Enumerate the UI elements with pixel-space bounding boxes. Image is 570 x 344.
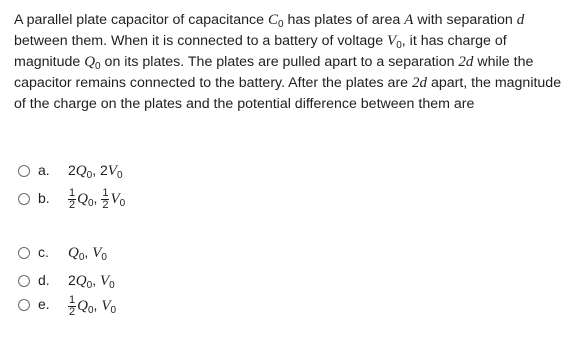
sub-0: 0 [396,40,402,51]
question-part: A parallel plate capacitor of capacitance [14,12,268,28]
question-part: with separation [413,12,517,28]
fraction [101,188,109,211]
option-value [68,244,107,262]
sub-0: 0 [119,198,126,210]
var-V: V [99,273,110,289]
separator: , [93,190,102,207]
option-b[interactable] [18,187,318,226]
var-Q: Q [84,54,96,70]
sub-0: 0 [87,305,94,317]
var-V: V [110,191,120,208]
question-part: apart, the magnitude of the charge on the plates and the potential difference between them are [14,75,562,112]
fraction-denominator: 2 [69,306,76,318]
var-Q: Q [75,163,87,179]
question-part: has plates of area [283,12,405,28]
var-V: V [92,245,102,261]
separator: , [92,272,100,288]
fraction-denominator: 2 [102,199,109,211]
option-value [68,295,116,318]
sub-0: 0 [87,198,94,210]
fraction-numerator: 1 [69,294,76,306]
option-letter: e. [38,296,50,312]
var-2d: 2d [412,75,427,91]
fraction-numerator: 1 [69,187,76,199]
var-Q: Q [75,273,87,289]
fraction-numerator: 1 [102,187,109,199]
sub-0: 0 [101,252,107,263]
option-letter: c. [38,244,49,260]
var-V: V [101,298,111,315]
separator: , [92,162,100,178]
option-value [68,272,115,290]
option-a[interactable] [18,162,318,192]
question-part: between them. When it is connected to a battery of voltage [14,33,388,49]
var-V: V [107,163,117,179]
radio-button-e[interactable] [18,299,30,311]
sub-0: 0 [95,61,101,72]
sub-0: 0 [78,252,85,263]
var-2d: 2d [458,54,474,70]
coefficient: 2 [68,272,76,288]
var-Q: Q [77,191,88,208]
var-Q: Q [77,298,88,315]
fraction-denominator: 2 [69,199,76,211]
option-c[interactable] [18,244,318,274]
option-letter: d. [38,272,50,288]
option-e[interactable] [18,296,318,332]
question-part: on its plates. The plates are pulled apart to a separation [100,54,459,70]
sub-0: 0 [86,170,93,181]
var-A: A [404,12,414,28]
fraction [68,295,76,318]
question-text [14,10,562,115]
var-V: V [387,33,397,49]
option-value [68,188,125,211]
question-part: while the capacitor remains connected to the battery. After the plates are [14,54,534,91]
var-C: C [267,12,278,28]
coefficient: 2 [99,162,108,178]
sub-0: 0 [110,305,117,317]
sub-0: 0 [109,280,115,291]
sub-0: 0 [116,170,123,181]
radio-button-d[interactable] [18,275,30,287]
coefficient: 2 [68,162,76,178]
separator: , [93,297,102,314]
sub-0: 0 [86,280,93,291]
separator: , [84,244,93,260]
radio-button-b[interactable] [18,193,30,205]
option-value [68,162,123,180]
var-Q: Q [68,245,79,261]
radio-button-c[interactable] [18,247,30,259]
option-letter: a. [38,162,50,178]
option-letter: b. [38,190,50,206]
radio-button-a[interactable] [18,165,30,177]
question-part: , it has charge of magnitude [14,33,507,70]
sub-0: 0 [277,19,284,30]
var-d: d [516,12,525,28]
fraction [68,188,76,211]
